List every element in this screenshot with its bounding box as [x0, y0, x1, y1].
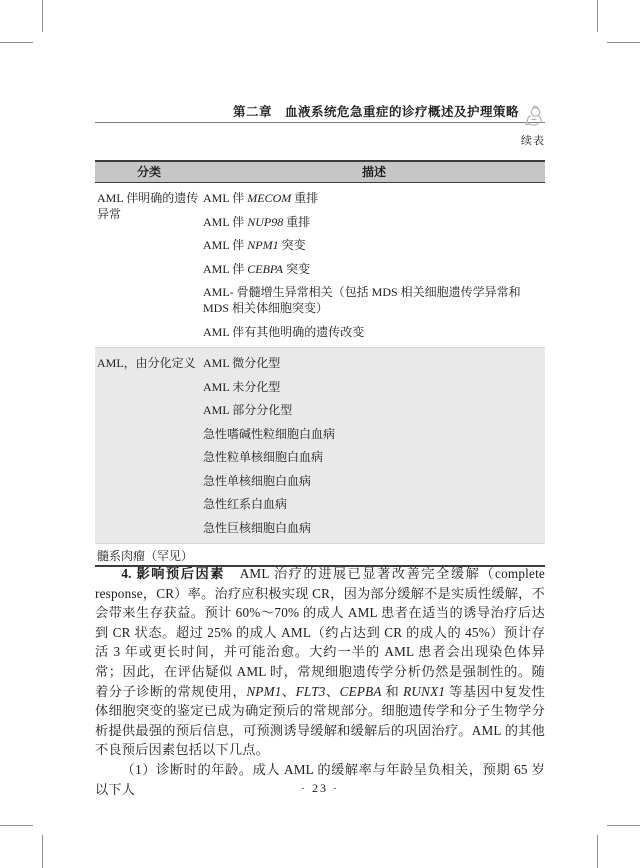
description-cell [203, 355, 545, 543]
medical-doodle-icon [523, 105, 545, 120]
paragraph-prognostic-factors: 4. 影响预后因素 AML 治疗的进展已显著改善完全缓解（complete response，CR）率。治疗应积极实现 CR，因为部分缓解不是实质性缓解，不会带来生存获益。预计 60%～70% 的成人 AML 患者在适当的诱导治疗后达到 CR 状态。超过 25% 的成人 AML（约占达到 CR 的成人的 45%）预计存活 3 年或更长时间，并可能治愈。大约一半的 AML 患者会出现染色体异常；因此，在评估疑似 AML 时，常规细胞遗传学分析仍然是强制性的。随着分子诊断的常规使用，NPM1、FLT3、CEPBA 和 RUNX1 等基因中复发性体细胞突变的鉴定已成为确定预后的常规部分。细胞遗传学和分子生物学分析提供最强的预后信息，可预测诱导缓解和缓解后的巩固治疗。AML 的其他不良预后因素包括以下几点。 [95, 566, 545, 758]
continued-table-label: 续表 [521, 135, 545, 147]
crop-mark [597, 835, 598, 868]
table-row: AML 微分化型 [203, 356, 281, 370]
table-row: AML 伴有其他明确的遗传改变 [203, 324, 365, 339]
crop-mark [0, 42, 33, 43]
crop-mark [607, 825, 640, 826]
category-cell: AML，由分化定义 [97, 356, 196, 370]
crop-mark [607, 42, 640, 43]
category-cell: AML 伴明确的遗传异常 [97, 191, 199, 221]
chapter-title: 第二章 血液系统危急重症的诊疗概述及护理策略 [232, 105, 519, 119]
table-row: 急性嗜碱性粒细胞白血病 [203, 426, 336, 441]
description-cell [203, 190, 545, 347]
crop-mark [42, 835, 43, 868]
table-row: AML 伴 NUP98 重排 [203, 214, 311, 229]
table-row: AML 未分化型 [203, 379, 281, 394]
table-section-genetic-abnormalities [95, 183, 545, 347]
running-head [95, 98, 545, 123]
table-row: 急性巨核细胞白血病 [203, 520, 312, 535]
table-row: 急性粒单核细胞白血病 [203, 450, 324, 464]
table-row: AML 伴 CEBPA 突变 [203, 261, 311, 276]
table-row: 急性单核细胞白血病 [203, 473, 312, 488]
table-section-myeloid-sarcoma: 髓系肉瘤（罕见） [95, 543, 545, 567]
crop-mark [0, 825, 33, 826]
page-number: · 23 · [301, 781, 339, 795]
table-row: AML 伴 MECOM 重排 [203, 191, 319, 205]
aml-classification-table [95, 160, 545, 567]
table-row: 急性红系白血病 [203, 497, 288, 511]
table-row: AML- 骨髓增生异常相关（包括 MDS 相关细胞遗传学异常和 MDS 相关体细胞突变） [203, 285, 521, 315]
crop-mark [42, 0, 43, 32]
table-row: AML 部分分化型 [203, 403, 293, 417]
column-header-description: 描述 [361, 165, 386, 179]
table-row: AML 伴 NPM1 突变 [203, 238, 306, 252]
column-header-category: 分类 [136, 165, 161, 179]
crop-mark [597, 0, 598, 32]
table-section-defined-by-differentiation [95, 347, 545, 543]
paragraph-age-at-diagnosis: （1）诊断时的年龄。成人 AML 的缓解率与年龄呈负相关，预期 65 岁以下人 [95, 761, 545, 797]
table-header-row [95, 160, 545, 183]
body-text [95, 564, 545, 799]
